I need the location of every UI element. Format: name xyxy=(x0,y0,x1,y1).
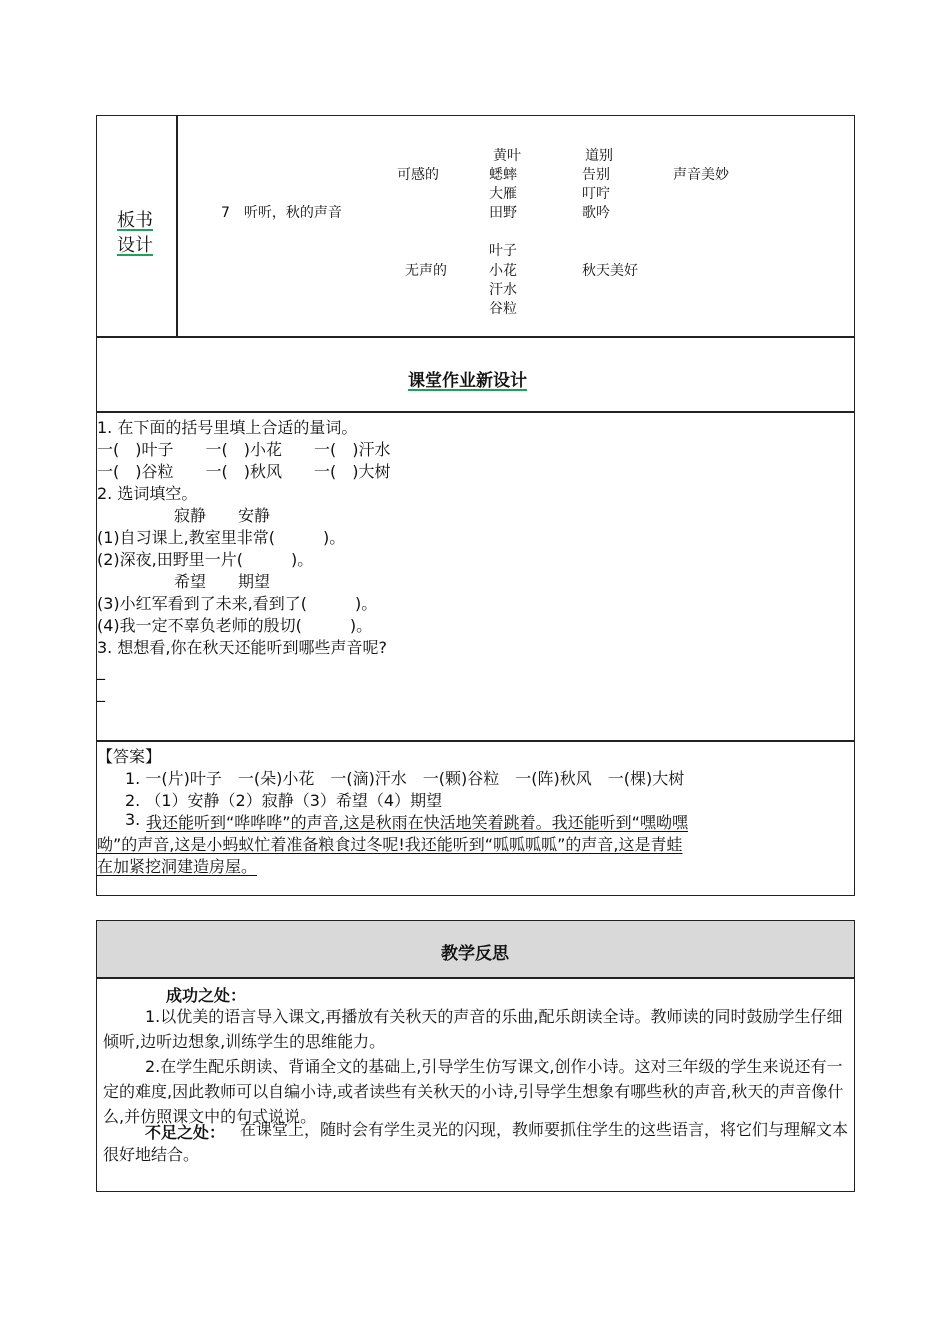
group2-word: 小花 xyxy=(489,263,517,279)
answers-divider xyxy=(96,740,855,742)
lesson-title: 7 听听，秋的声音 xyxy=(221,205,342,221)
word-choices: 寂静 安静 xyxy=(174,506,271,525)
reflection-paragraph-2: 2.在学生配乐朗读、背诵全文的基础上,引导学生仿写课文,创作小诗。这对三年级的学生来说还有一定的难度,因此教师可以自编小诗,或者读些有关秋天的小诗,引导学生想象有哪些秋的声音,秋天的声音像什么,并仿照课文中的句式说说。 xyxy=(103,1057,844,1126)
answer-blank[interactable]: _ xyxy=(97,683,105,702)
group2-word: 谷粒 xyxy=(489,301,517,317)
reflection-paragraph-3: 在课堂上，随时会有学生灵光的闪现，教师要抓住学生的这些语言，将它们与理解文本很好地结合。 xyxy=(103,1120,849,1164)
group1-word: 蟋蟀 xyxy=(489,167,517,183)
group1-word: 大雁 xyxy=(489,186,517,202)
group1-label: 可感的 xyxy=(397,167,439,183)
homework-title-divider xyxy=(96,411,855,413)
group1-summary: 声音美妙 xyxy=(673,167,729,183)
question-2-sentence: (3)小红军看到了未来,看到了( )。 xyxy=(97,594,378,613)
group1-word: 田野 xyxy=(489,205,517,221)
question-2: 2. 选词填空。 xyxy=(97,484,198,503)
answer-2: 2. （1）安静（2）寂静（3）希望（4）期望 xyxy=(125,791,443,810)
group2-word: 叶子 xyxy=(489,243,517,259)
homework-title: 课堂作业新设计 xyxy=(408,371,527,391)
answer-3-line: 在加紧挖洞建造房屋。 xyxy=(97,857,258,876)
answer-3-number: 3. xyxy=(125,810,141,829)
answer-3-line: 呦”的声音,这是小蚂蚁忙着准备粮食过冬呢!我还能听到“呱呱呱呱”的声音,这是青蛙 xyxy=(97,835,683,854)
reflection-paragraph-1: 1.以优美的语言导入课文,再播放有关秋天的声音的乐曲,配乐朗读全诗。教师读的同时鼓励学生仔细倾听,边听边想象,训练学生的思维能力。 xyxy=(103,1007,843,1051)
group2-word: 汗水 xyxy=(489,282,517,298)
answer-3-line: 我还能听到“哗哗哗”的声音,这是秋雨在快活地笑着跳着。我还能听到“嘿呦嘿 xyxy=(146,813,688,832)
question-2-sentence: (4)我一定不辜负老师的殷切( )。 xyxy=(97,616,373,635)
group1-word: 黄叶 xyxy=(493,148,521,164)
board-column-divider xyxy=(176,115,178,337)
reflection-divider xyxy=(96,977,855,979)
group1-verb: 告别 xyxy=(582,167,610,183)
board-row-divider xyxy=(96,336,855,338)
shortfall-title: 不足之处： xyxy=(145,1123,226,1142)
success-title: 成功之处： xyxy=(166,986,247,1005)
board-label-line1: 板书 xyxy=(117,210,153,231)
question-1-row: 一( )叶子 一( )小花 一( )汗水 xyxy=(97,440,391,459)
reflection-title: 教学反思 xyxy=(441,944,509,964)
group1-verb: 叮咛 xyxy=(582,186,610,202)
group2-summary: 秋天美好 xyxy=(582,263,638,279)
group1-verb: 歌吟 xyxy=(582,205,610,221)
answer-1: 1. 一(片)叶子 一(朵)小花 一(滴)汗水 一(颗)谷粒 一(阵)秋风 一(棵)大树 xyxy=(125,769,685,788)
question-1-row: 一( )谷粒 一( )秋风 一( )大树 xyxy=(97,462,391,481)
answers-title: 【答案】 xyxy=(97,747,162,766)
word-choices: 希望 期望 xyxy=(174,572,271,591)
question-3: 3. 想想看,你在秋天还能听到哪些声音呢? xyxy=(97,638,387,657)
group2-label: 无声的 xyxy=(405,263,447,279)
question-1: 1. 在下面的括号里填上合适的量词。 xyxy=(97,418,358,437)
answer-blank[interactable]: _ xyxy=(97,661,105,680)
question-2-sentence: (1)自习课上,教室里非常( )。 xyxy=(97,528,346,547)
board-label-line2: 设计 xyxy=(117,235,153,256)
group1-verb: 道别 xyxy=(585,148,613,164)
question-2-sentence: (2)深夜,田野里一片( )。 xyxy=(97,550,314,569)
